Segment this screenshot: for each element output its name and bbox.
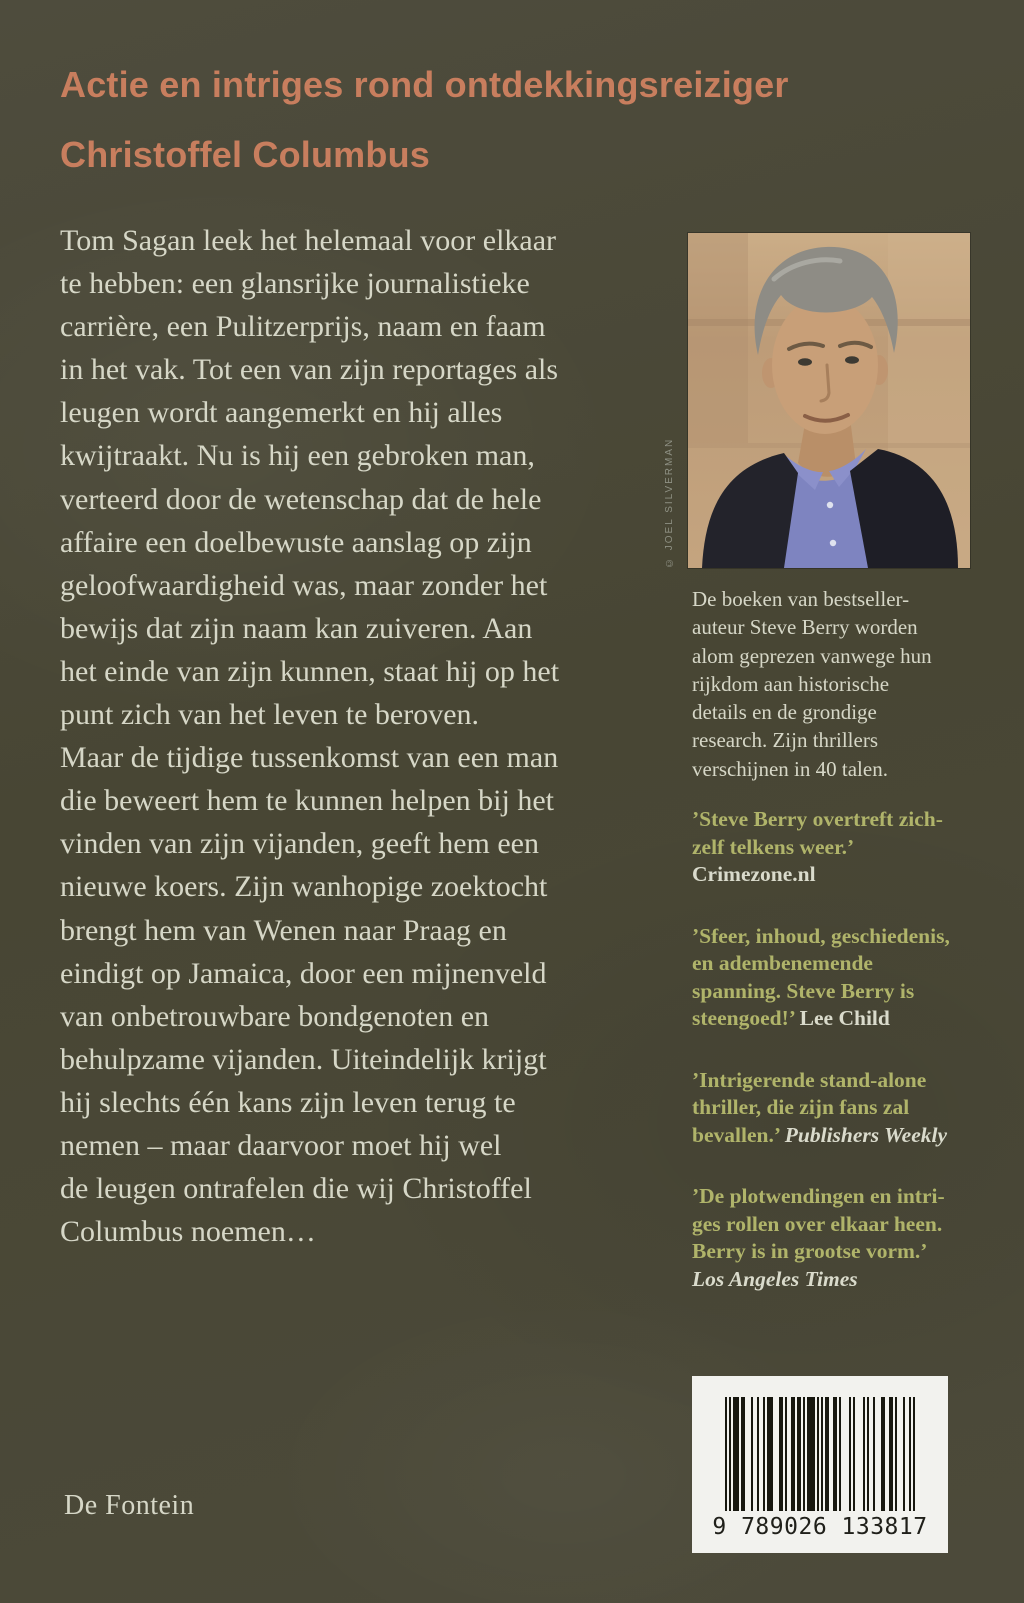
author-bio-line: rijkdom aan historische bbox=[692, 671, 890, 696]
quote-text: ges rollen over elkaar heen. bbox=[692, 1211, 943, 1236]
quote-text: spanning. Steve Berry is bbox=[692, 978, 915, 1003]
synopsis-line: Maar de tijdige tussenkomst van een man bbox=[60, 741, 559, 775]
quote-line bbox=[692, 1238, 987, 1266]
author-bio-line: auteur Steve Berry worden bbox=[692, 615, 918, 640]
review-quote-lee-child bbox=[692, 923, 987, 1033]
synopsis-line: kwijtraakt. Nu is hij een gebroken man, bbox=[60, 439, 535, 473]
author-bio-line: details en de grondige bbox=[692, 700, 877, 725]
synopsis-line: behulpzame vijanden. Uiteindelijk krijgt bbox=[60, 1042, 547, 1076]
quote-line bbox=[692, 1067, 987, 1095]
quote-line bbox=[692, 806, 987, 834]
synopsis-line: geloofwaardigheid was, maar zonder het bbox=[60, 568, 548, 602]
barcode-bars bbox=[725, 1397, 915, 1511]
synopsis-line: brengt hem van Wenen naar Praag en bbox=[60, 913, 507, 947]
quote-line bbox=[692, 1183, 987, 1211]
quote-attribution: Publishers Weekly bbox=[784, 1122, 948, 1147]
synopsis-line: punt zich van het leven te beroven. bbox=[60, 698, 480, 732]
synopsis-line: nemen – maar daarvoor moet hij wel bbox=[60, 1128, 502, 1162]
quote-text: ’Steve Berry overtreft zich- bbox=[692, 807, 943, 831]
synopsis-line: Columbus noemen… bbox=[60, 1215, 316, 1249]
synopsis-line: affaire een doelbewuste aanslag op zijn bbox=[60, 525, 532, 559]
quote-text: en adembenemende bbox=[692, 951, 873, 975]
synopsis-line: carrière, een Pulitzerprijs, naam en faam bbox=[60, 310, 546, 344]
review-quotes bbox=[692, 806, 987, 1327]
author-bio bbox=[692, 585, 982, 783]
quote-line bbox=[692, 1122, 987, 1150]
synopsis-text bbox=[60, 219, 650, 1253]
quote-attribution: Lee Child bbox=[799, 1006, 890, 1030]
quote-attribution: Crimezone.nl bbox=[692, 862, 816, 886]
photo-credit: © JOEL SILVERMAN bbox=[664, 437, 675, 568]
quote-line bbox=[692, 950, 987, 978]
quote-text: zelf telkens weer.’ bbox=[692, 834, 855, 859]
review-quote-la-times bbox=[692, 1183, 987, 1293]
barcode-number: 9 789026 133817 bbox=[712, 1514, 928, 1540]
quote-text: thriller, die zijn fans zal bbox=[692, 1095, 910, 1119]
author-bio-line: research. Zijn thrillers bbox=[692, 728, 879, 753]
quote-line bbox=[692, 1211, 987, 1239]
synopsis-line: in het vak. Tot een van zijn reportages als bbox=[60, 353, 559, 387]
quote-line bbox=[692, 978, 987, 1006]
synopsis-line: bewijs dat zijn naam kan zuiveren. Aan bbox=[60, 611, 533, 645]
author-bio-line: verschijnen in 40 talen. bbox=[692, 756, 888, 781]
synopsis-line: van onbetrouwbare bondgenoten en bbox=[60, 999, 490, 1033]
barcode bbox=[692, 1376, 948, 1553]
synopsis-line: die beweert hem te kunnen helpen bij het bbox=[60, 784, 554, 818]
quote-text: steengoed!’ bbox=[692, 1006, 795, 1030]
quote-text: ’De plotwendingen en intri- bbox=[692, 1184, 945, 1208]
quote-text: bevallen.’ bbox=[692, 1122, 780, 1147]
author-photo bbox=[688, 233, 970, 568]
synopsis-line: het einde van zijn kunnen, staat hij op het bbox=[60, 654, 560, 688]
publisher-name: De Fontein bbox=[64, 1490, 195, 1521]
tagline bbox=[60, 50, 789, 190]
synopsis-line: te hebben: een glansrijke journalistieke bbox=[60, 267, 530, 301]
quote-line bbox=[692, 834, 987, 862]
quote-text: ’Sfeer, inhoud, geschiedenis, bbox=[692, 923, 950, 948]
synopsis-line: vinden van zijn vijanden, geeft hem een bbox=[60, 827, 539, 861]
synopsis-line: leugen wordt aangemerkt en hij alles bbox=[60, 396, 503, 430]
quote-line bbox=[692, 1005, 987, 1033]
synopsis-line: verteerd door de wetenschap dat de hele bbox=[60, 482, 542, 516]
tagline-line-2: Christoffel Columbus bbox=[60, 134, 430, 175]
quote-line bbox=[692, 1266, 987, 1294]
author-bio-line: De boeken van bestseller- bbox=[692, 587, 910, 611]
quote-text: ’Intrigerende stand-alone bbox=[692, 1067, 927, 1092]
quote-attribution: Los Angeles Times bbox=[692, 1266, 858, 1291]
review-quote-crimezone bbox=[692, 806, 987, 889]
quote-line bbox=[692, 1094, 987, 1122]
author-bio-line: alom geprezen vanwege hun bbox=[692, 643, 932, 668]
synopsis-line: nieuwe koers. Zijn wanhopige zoektocht bbox=[60, 870, 548, 904]
quote-text: Berry is in grootse vorm.’ bbox=[692, 1239, 928, 1263]
synopsis-line: hij slechts één kans zijn leven terug te bbox=[60, 1085, 516, 1119]
synopsis-line: eindigt op Jamaica, door een mijnenveld bbox=[60, 956, 547, 990]
author-portrait-illustration bbox=[688, 233, 970, 568]
review-quote-publishers-weekly bbox=[692, 1067, 987, 1150]
quote-line bbox=[692, 923, 987, 951]
quote-line bbox=[692, 861, 987, 889]
synopsis-line: de leugen ontrafelen die wij Christoffel bbox=[60, 1172, 532, 1206]
synopsis-line: Tom Sagan leek het helemaal voor elkaar bbox=[60, 224, 557, 257]
tagline-line-1: Actie en intriges rond ontdekkingsreiziger bbox=[60, 64, 789, 105]
